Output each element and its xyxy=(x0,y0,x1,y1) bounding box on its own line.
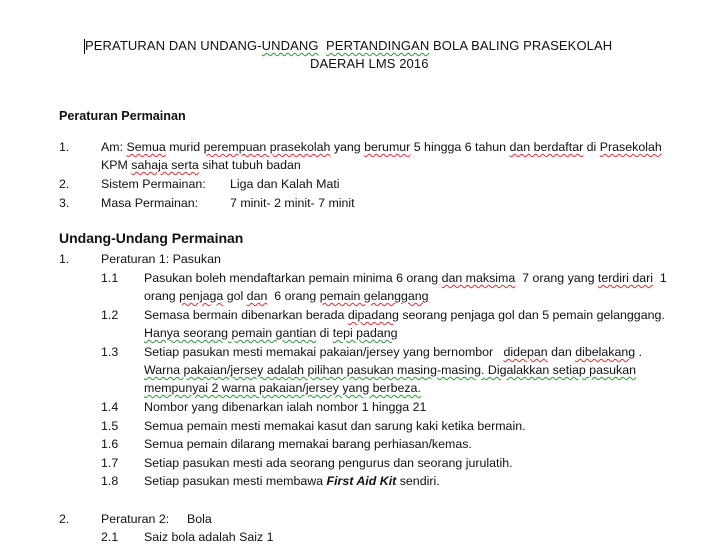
sub-item-text: Hanya seorang pemain gantian di tepi padang xyxy=(144,326,398,340)
section-heading-undang: Undang-Undang Permainan xyxy=(59,230,244,246)
list-item-value: 7 minit- 2 minit- 7 minit xyxy=(230,196,355,210)
rule-heading: Peraturan 1: Pasukan xyxy=(101,252,221,266)
sub-number: 1.1 xyxy=(101,271,119,285)
rule-heading: Peraturan 2: xyxy=(101,512,170,526)
list-number: 2. xyxy=(59,512,70,526)
section-heading-peraturan: Peraturan Permainan xyxy=(59,109,186,123)
sub-number: 1.6 xyxy=(101,437,119,451)
rule-value: Bola xyxy=(187,512,212,526)
sub-item-text: Setiap pasukan mesti ada seorang pengurus dan seorang jurulatih. xyxy=(144,456,513,470)
sub-item-text: Setiap pasukan mesti membawa First Aid Kit sendiri. xyxy=(144,474,440,488)
list-number: 1. xyxy=(59,252,70,266)
list-item-label: Sistem Permainan: xyxy=(101,177,206,191)
document-title-line1: PERATURAN DAN UNDANG-UNDANG PERTANDINGAN BOLA BALING PRASEKOLAH xyxy=(85,38,613,53)
sub-number: 1.4 xyxy=(101,400,119,414)
list-number: 3. xyxy=(59,196,70,210)
sub-number: 1.7 xyxy=(101,456,119,470)
sub-item-text: Nombor yang dibenarkan ialah nombor 1 hingga 21 xyxy=(144,400,427,414)
sub-number: 1.2 xyxy=(101,308,119,322)
sub-item-text: Warna pakaian/jersey adalah pilihan pasukan masing-masing. Digalakkan setiap pasukan xyxy=(144,363,637,377)
sub-number: 1.3 xyxy=(101,345,119,359)
sub-number: 1.8 xyxy=(101,474,119,488)
sub-item-text: mempunyai 2 warna pakaian/jersey yang berbeza. xyxy=(144,381,421,395)
list-number: 2. xyxy=(59,177,70,191)
list-item-am: Am: Semua murid perempuan prasekolah yang berumur 5 hingga 6 tahun dan berdaftar di Prasekolah xyxy=(101,140,662,154)
list-number: 1. xyxy=(59,140,70,154)
list-item-am-line2: KPM sahaja serta sihat tubuh badan xyxy=(101,158,301,172)
sub-item-text: Saiz bola adalah Saiz 1 xyxy=(144,530,274,544)
list-item-value: Liga dan Kalah Mati xyxy=(230,177,340,191)
sub-item-text: orang penjaga gol dan 6 orang pemain gelanggang xyxy=(144,289,429,303)
sub-item-text: Pasukan boleh mendaftarkan pemain minima 6 orang dan maksima 7 orang yang terdiri dari 1 xyxy=(144,271,667,285)
sub-number: 1.5 xyxy=(101,419,119,433)
sub-number: 2.1 xyxy=(101,530,119,544)
document-title-line2: DAERAH LMS 2016 xyxy=(310,56,429,71)
sub-item-text: Setiap pasukan mesti memakai pakaian/jersey yang bernombor didepan dan dibelakang . xyxy=(144,345,643,359)
list-item-label: Masa Permainan: xyxy=(101,196,199,210)
sub-item-text: Semua pemain mesti memakai kasut dan sarung kaki ketika bermain. xyxy=(144,419,526,433)
sub-item-text: Semua pemain dilarang memakai barang perhiasan/kemas. xyxy=(144,437,472,451)
sub-item-text: Semasa bermain dibenarkan berada dipadang seorang penjaga gol dan 5 pemain gelanggang. xyxy=(144,308,665,322)
